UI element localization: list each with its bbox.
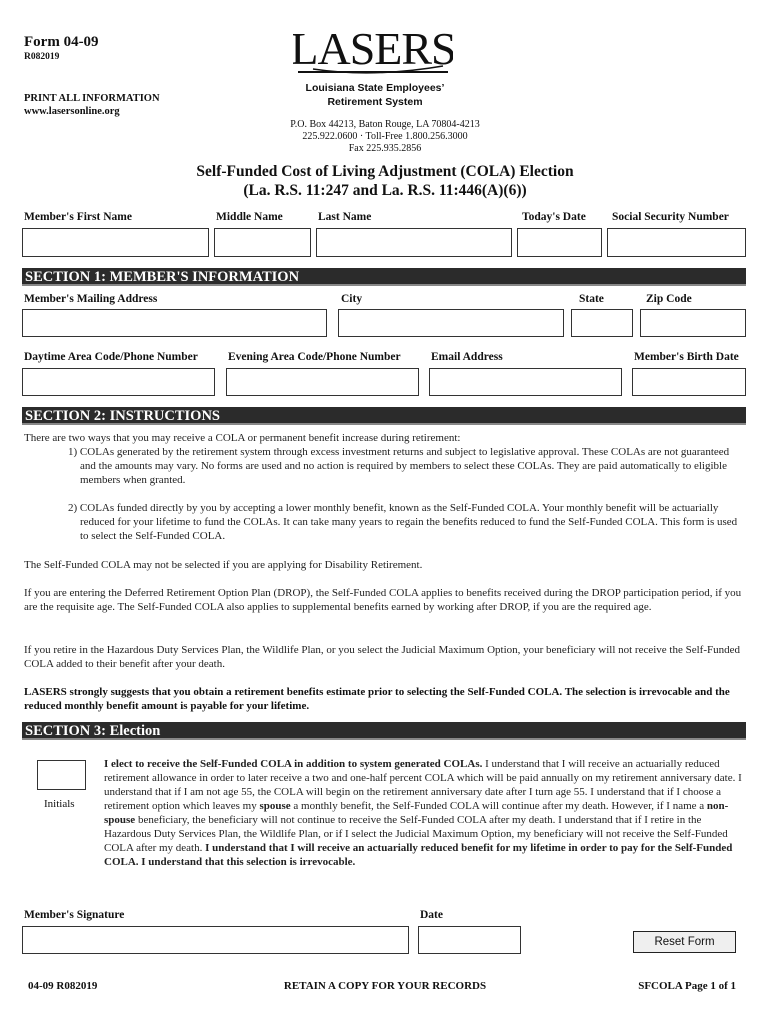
election-text-part2: a monthly benefit, the Self-Funded COLA will continue after my death. However, if I name a: [290, 800, 707, 812]
svg-text:LASERS: LASERS: [293, 23, 453, 74]
strong-suggestion-paragraph: LASERS strongly suggests that you obtain a retirement benefits estimate prior to selecting the Self-Funded COLA. The selection is irrevocable and the reduced monthly benefit amount is payable for your lifetime.: [24, 686, 730, 712]
birth-date-field[interactable]: [632, 368, 746, 396]
form-number: Form 04-09: [24, 34, 99, 50]
day-phone-label: Daytime Area Code/Phone Number: [24, 351, 198, 363]
election-text-part1: I understand that I will receive an actuarially reduced retirement allowance in order to later receive a two and one-half percent COLA which will be paid annually on my retirement anniversary date. I understand that if I am not age 55, the COLA will begin on the retirement anniversary date after I turn age 55. I understand that if I choose a retirement option which leaves my: [104, 758, 742, 812]
day-phone-field[interactable]: [22, 368, 215, 396]
form-subtitle: (La. R.S. 11:247 and La. R.S. 11:446(A)(6)): [243, 182, 527, 199]
section2-heading: SECTION 2: INSTRUCTIONS: [22, 407, 746, 425]
lasers-logo: [293, 22, 453, 82]
footer-retain-note: RETAIN A COPY FOR YOUR RECORDS: [283, 980, 487, 992]
mailing-address-field[interactable]: [22, 309, 327, 337]
email-label: Email Address: [431, 351, 503, 363]
print-note: PRINT ALL INFORMATION: [24, 93, 160, 104]
website-link[interactable]: www.lasersonline.org: [24, 106, 120, 117]
evening-phone-field[interactable]: [226, 368, 419, 396]
instructions-intro: There are two ways that you may receive a COLA or permanent benefit increase during retirement:: [24, 432, 461, 444]
instructions-item-2: 2) COLAs funded directly by you by accepting a lower monthly benefit, known as the Self-Funded COLA. Your monthly benefit will be actuarially reduced for your lifetime to fund the COLAs. It can take many years to regain the benefits reduced to fund the Self-Funded COLA. This form is used to select the Self-Funded COLA.: [68, 502, 738, 542]
section3-heading: SECTION 3: Election: [22, 722, 746, 740]
address-line1: P.O. Box 44213, Baton Rouge, LA 70804-4213: [290, 119, 480, 130]
todays-date-field[interactable]: [517, 228, 602, 257]
org-name-line2: Retirement System: [327, 96, 423, 108]
middle-name-label: Middle Name: [216, 211, 283, 223]
initials-field[interactable]: [37, 760, 86, 790]
election-bold-start: I elect to receive the Self-Funded COLA in addition to system generated COLAs.: [104, 758, 483, 770]
signature-field[interactable]: [22, 926, 409, 954]
ssn-label: Social Security Number: [612, 211, 729, 223]
zip-field[interactable]: [640, 309, 746, 337]
signature-date-label: Date: [420, 909, 443, 921]
evening-phone-label: Evening Area Code/Phone Number: [228, 351, 401, 363]
footer-page-number: SFCOLA Page 1 of 1: [638, 980, 736, 992]
instructions-item-1: 1) COLAs generated by the retirement system through excess investment returns and subject to legislative approval. These COLAs are not guaranteed and the amounts may vary. No forms are used and no action is required by members to select these COLAs. They are paid automatically to eligible members when granted.: [68, 446, 730, 486]
email-field[interactable]: [429, 368, 622, 396]
disability-paragraph: The Self-Funded COLA may not be selected if you are applying for Disability Retirement.: [24, 559, 423, 571]
signature-date-field[interactable]: [418, 926, 521, 954]
address-line3: Fax 225.935.2856: [348, 143, 422, 154]
first-name-field[interactable]: [22, 228, 209, 257]
election-text-part3: beneficiary, the beneficiary will not continue to receive the Self-Funded COLA after my death. I understand that if I retire in the Hazardous Duty Services Plan, the Wildlife Plan, or if I select the Judicial Maximum Option, my beneficiary will not receive the Self-Funded COLA after my death.: [104, 814, 728, 854]
todays-date-label: Today's Date: [522, 211, 586, 223]
election-bold-end: I understand that I will receive an actuarially reduced benefit for my lifetime in order to pay for the Self-Funded COLA. I understand that this selection is irrevocable.: [104, 842, 733, 868]
middle-name-field[interactable]: [214, 228, 311, 257]
election-nonspouse: non-spouse: [104, 800, 729, 826]
election-spouse: spouse: [259, 800, 291, 812]
signature-label: Member's Signature: [24, 909, 125, 921]
election-statement: [104, 757, 744, 869]
state-field[interactable]: [571, 309, 633, 337]
form-title: Self-Funded Cost of Living Adjustment (COLA) Election: [196, 163, 574, 180]
state-label: State: [579, 293, 604, 305]
zip-label: Zip Code: [646, 293, 692, 305]
section1-heading: SECTION 1: MEMBER'S INFORMATION: [22, 268, 746, 286]
drop-paragraph: If you are entering the Deferred Retirement Option Plan (DROP), the Self-Funded COLA applies to benefits received during the DROP participation period, if you are the requisite age. The Self-Funded COLA also applies to supplemental benefits earned by working after DROP, if you are the required age.: [24, 587, 742, 613]
last-name-label: Last Name: [318, 211, 372, 223]
city-field[interactable]: [338, 309, 564, 337]
reset-form-button[interactable]: Reset Form: [633, 931, 736, 953]
last-name-field[interactable]: [316, 228, 512, 257]
org-name-line1: Louisiana State Employees’: [305, 82, 445, 94]
city-label: City: [341, 293, 363, 305]
birth-date-label: Member's Birth Date: [634, 351, 739, 363]
footer-form-code: 04-09 R082019: [28, 980, 98, 992]
first-name-label: Member's First Name: [24, 211, 132, 223]
mailing-address-label: Member's Mailing Address: [24, 293, 158, 305]
hazardous-duty-paragraph: If you retire in the Hazardous Duty Services Plan, the Wildlife Plan, or you select the Judicial Maximum Option, your beneficiary will not receive the Self-Funded COLA added to their benefit after your death.: [24, 644, 740, 670]
ssn-field[interactable]: [607, 228, 746, 257]
address-line2: 225.922.0600 · Toll-Free 1.800.256.3000: [302, 131, 468, 142]
revision-code: R082019: [24, 52, 60, 62]
initials-label: Initials: [44, 798, 75, 810]
